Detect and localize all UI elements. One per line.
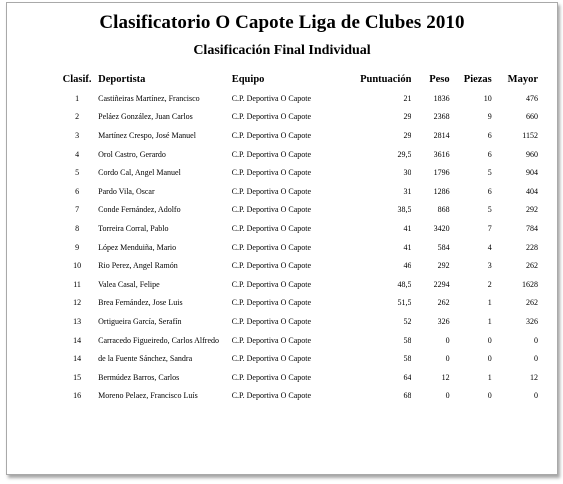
cell-weight: 1796 — [433, 168, 450, 178]
table-row — [58, 368, 538, 387]
cell-max: 784 — [526, 223, 538, 233]
table-row — [58, 238, 538, 257]
cell-pieces: 2 — [487, 279, 492, 289]
cell-score: 48,5 — [397, 279, 412, 289]
cell-score: 58 — [403, 354, 412, 364]
cell-player: Cordo Cal, Angel Manuel — [98, 168, 181, 178]
cell-team: C.P. Deportiva O Capote — [231, 168, 312, 178]
cell-pieces: 4 — [487, 242, 492, 252]
cell-team: C.P. Deportiva O Capote — [231, 391, 312, 401]
cell-rank: 12 — [73, 298, 82, 308]
cell-player: Castiñeiras Martínez, Francisco — [98, 93, 200, 103]
cell-player: de la Fuente Sánchez, Sandra — [98, 354, 193, 364]
cell-pieces: 9 — [487, 112, 492, 122]
cell-max: 660 — [526, 112, 538, 122]
column-header-score: Puntuación — [360, 73, 412, 85]
cell-weight: 0 — [445, 335, 450, 345]
cell-max: 262 — [526, 261, 538, 271]
cell-weight: 262 — [437, 298, 450, 308]
cell-weight: 2294 — [433, 279, 450, 289]
table-row — [58, 312, 538, 331]
cell-pieces: 6 — [487, 149, 492, 159]
cell-max: 0 — [534, 391, 538, 401]
cell-weight: 3616 — [433, 149, 450, 159]
cell-pieces: 5 — [487, 205, 492, 215]
table-row — [58, 201, 538, 220]
cell-rank: 14 — [73, 354, 82, 364]
cell-max: 292 — [526, 205, 538, 215]
cell-rank: 9 — [75, 242, 80, 252]
column-header-pieces: Piezas — [463, 73, 492, 85]
cell-weight: 2814 — [433, 130, 450, 140]
cell-weight: 326 — [437, 316, 450, 326]
cell-team: C.P. Deportiva O Capote — [231, 372, 312, 382]
cell-score: 31 — [403, 186, 412, 196]
cell-pieces: 6 — [487, 130, 492, 140]
cell-max: 960 — [526, 149, 538, 159]
cell-pieces: 3 — [487, 261, 492, 271]
table-row — [58, 145, 538, 164]
cell-pieces: 0 — [487, 335, 492, 345]
cell-score: 30 — [403, 168, 412, 178]
cell-player: Ortigueira García, Serafín — [98, 316, 182, 326]
cell-pieces: 5 — [487, 168, 492, 178]
cell-rank: 7 — [75, 205, 80, 215]
cell-team: C.P. Deportiva O Capote — [231, 242, 312, 252]
cell-team: C.P. Deportiva O Capote — [231, 279, 312, 289]
cell-rank: 6 — [75, 186, 80, 196]
cell-team: C.P. Deportiva O Capote — [231, 112, 312, 122]
cell-max: 0 — [534, 335, 538, 345]
cell-weight: 868 — [437, 205, 450, 215]
column-header-player: Deportista — [98, 73, 146, 85]
cell-player: Pardo Vila, Oscar — [98, 186, 155, 196]
cell-weight: 12 — [441, 372, 450, 382]
cell-player: López Menduiña, Mario — [98, 242, 177, 252]
cell-pieces: 1 — [487, 316, 492, 326]
cell-score: 41 — [403, 242, 412, 252]
cell-pieces: 1 — [487, 372, 492, 382]
cell-team: C.P. Deportiva O Capote — [231, 93, 312, 103]
cell-team: C.P. Deportiva O Capote — [231, 223, 312, 233]
cell-max: 1152 — [522, 130, 538, 140]
table-row — [58, 256, 538, 275]
cell-pieces: 0 — [487, 354, 492, 364]
cell-max: 12 — [530, 372, 538, 382]
cell-max: 0 — [534, 354, 538, 364]
cell-score: 41 — [403, 223, 412, 233]
cell-player: Rio Perez, Angel Ramón — [98, 261, 178, 271]
column-header-team: Equipo — [231, 73, 265, 85]
cell-score: 46 — [403, 261, 412, 271]
cell-weight: 1286 — [433, 186, 450, 196]
document-title: Clasificatorio O Capote Liga de Clubes 2010 — [99, 12, 465, 33]
cell-team: C.P. Deportiva O Capote — [231, 316, 312, 326]
cell-player: Martínez Crespo, José Manuel — [98, 130, 196, 140]
cell-weight: 0 — [445, 391, 450, 401]
cell-pieces: 0 — [487, 391, 492, 401]
table-row — [58, 182, 538, 201]
cell-score: 29 — [403, 130, 412, 140]
cell-player: Conde Fernández, Adolfo — [98, 205, 181, 215]
cell-player: Valea Casal, Felipe — [98, 279, 160, 289]
cell-max: 228 — [526, 242, 538, 252]
cell-weight: 584 — [437, 242, 450, 252]
cell-score: 68 — [403, 391, 412, 401]
cell-player: Peláez González, Juan Carlos — [98, 112, 193, 122]
cell-max: 262 — [526, 298, 538, 308]
table-header-row — [58, 69, 538, 89]
document-page — [6, 2, 558, 475]
cell-rank: 4 — [75, 149, 80, 159]
cell-player: Bermúdez Barros, Carlos — [98, 372, 180, 382]
table-row — [58, 275, 538, 294]
cell-rank: 5 — [75, 168, 80, 178]
cell-score: 51,5 — [397, 298, 412, 308]
table-row — [58, 126, 538, 145]
cell-pieces: 7 — [487, 223, 492, 233]
table-row — [58, 331, 538, 350]
cell-score: 64 — [403, 372, 412, 382]
cell-rank: 14 — [73, 335, 82, 345]
cell-player: Carracedo Figueiredo, Carlos Alfredo — [98, 335, 220, 345]
cell-team: C.P. Deportiva O Capote — [231, 335, 312, 345]
cell-rank: 16 — [73, 391, 82, 401]
cell-rank: 2 — [75, 112, 80, 122]
cell-team: C.P. Deportiva O Capote — [231, 130, 312, 140]
column-header-weight: Peso — [429, 73, 450, 85]
cell-rank: 11 — [73, 279, 81, 289]
cell-team: C.P. Deportiva O Capote — [231, 205, 312, 215]
cell-max: 476 — [526, 93, 538, 103]
table-row — [58, 349, 538, 368]
cell-rank: 1 — [75, 93, 80, 103]
cell-rank: 8 — [75, 223, 80, 233]
table-row — [58, 163, 538, 182]
cell-pieces: 10 — [483, 93, 492, 103]
cell-player: Moreno Pelaez, Francisco Luís — [98, 391, 198, 401]
cell-score: 21 — [403, 93, 412, 103]
cell-rank: 3 — [75, 130, 80, 140]
cell-pieces: 6 — [487, 186, 492, 196]
cell-rank: 13 — [73, 316, 82, 326]
cell-max: 326 — [526, 316, 538, 326]
cell-player: Torreira Corral, Pablo — [98, 223, 169, 233]
cell-score: 38,5 — [397, 205, 412, 215]
table-row — [58, 108, 538, 127]
cell-rank: 15 — [73, 372, 82, 382]
document-subtitle: Clasificación Final Individual — [193, 43, 371, 58]
cell-weight: 3420 — [433, 223, 450, 233]
cell-team: C.P. Deportiva O Capote — [231, 186, 312, 196]
table-row — [58, 294, 538, 313]
cell-player: Brea Fernández, Jose Luis — [98, 298, 183, 308]
table-row — [58, 89, 538, 108]
column-header-max: Mayor — [507, 73, 538, 85]
cell-score: 29,5 — [397, 149, 412, 159]
cell-weight: 2368 — [433, 112, 450, 122]
cell-team: C.P. Deportiva O Capote — [231, 149, 312, 159]
table-row — [58, 387, 538, 406]
cell-score: 29 — [403, 112, 412, 122]
cell-score: 52 — [403, 316, 412, 326]
cell-team: C.P. Deportiva O Capote — [231, 298, 312, 308]
cell-team: C.P. Deportiva O Capote — [231, 261, 312, 271]
cell-rank: 10 — [73, 261, 82, 271]
cell-max: 404 — [526, 186, 538, 196]
cell-weight: 1836 — [433, 93, 450, 103]
table-row — [58, 219, 538, 238]
cell-pieces: 1 — [487, 298, 492, 308]
cell-max: 1628 — [522, 279, 538, 289]
cell-weight: 0 — [445, 354, 450, 364]
cell-score: 58 — [403, 335, 412, 345]
cell-weight: 292 — [437, 261, 450, 271]
cell-max: 904 — [526, 168, 538, 178]
results-table — [58, 69, 538, 405]
column-header-rank: Clasif. — [62, 73, 92, 85]
table-body — [58, 89, 538, 405]
cell-team: C.P. Deportiva O Capote — [231, 354, 312, 364]
cell-player: Orol Castro, Gerardo — [98, 149, 166, 159]
